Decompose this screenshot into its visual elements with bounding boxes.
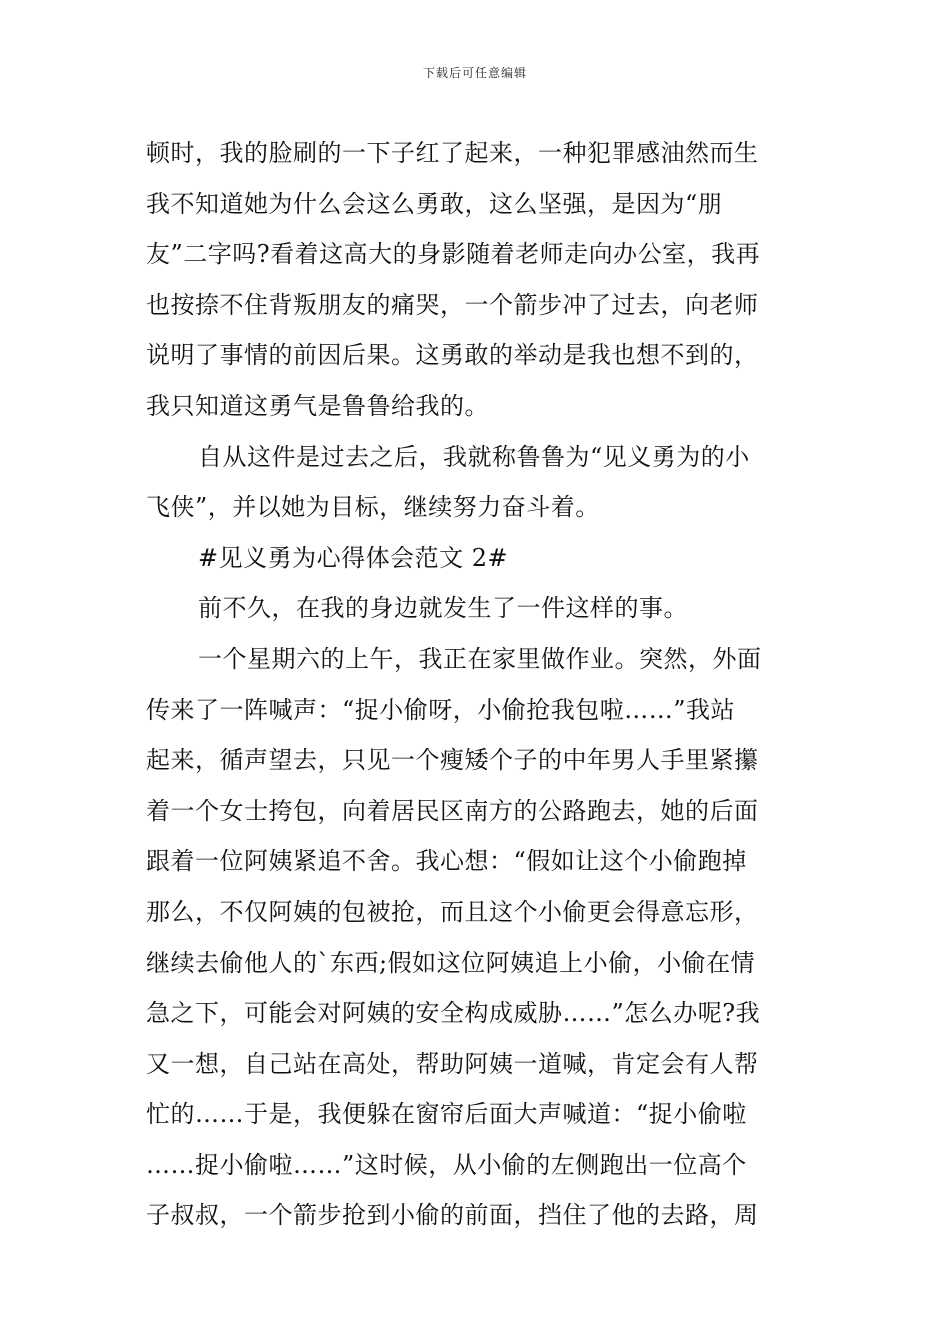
page-header: 下载后可任意编辑: [422, 66, 527, 80]
text-line: 说明了事情的前因后果。这勇敢的举动是我也想不到的，: [146, 341, 759, 370]
text-line: 急之下，可能会对阿姨的安全构成威胁……”怎么办呢?我: [146, 999, 761, 1028]
text-line: 传来了一阵喊声：“捉小偷呀，小偷抢我包啦……”我站: [146, 695, 736, 724]
text-line: 也按捺不住背叛朋友的痛哭，一个箭步冲了过去，向老师: [146, 290, 759, 319]
text-line: 又一想，自己站在高处，帮助阿姨一道喊，肯定会有人帮: [146, 1049, 759, 1078]
text-line: 一个星期六的上午，我正在家里做作业。突然，外面: [198, 644, 762, 673]
text-line: 自从这件是过去之后，我就称鲁鲁为“见义勇为的小: [198, 442, 750, 471]
body-text: [146, 128, 814, 1241]
text-line: 前不久，在我的身边就发生了一件这样的事。: [198, 594, 688, 623]
text-line: 着一个女士挎包，向着居民区南方的公路跑去，她的后面: [146, 796, 759, 825]
text-line: 起来，循声望去，只见一个瘦矮个子的中年男人手里紧攥: [146, 746, 759, 775]
text-line: 忙的……于是，我便躲在窗帘后面大声喊道：“捉小偷啦: [146, 1100, 747, 1129]
text-line: 那么，不仅阿姨的包被抢，而且这个小偷更会得意忘形，: [146, 897, 759, 926]
text-line: 继续去偷他人的`东西;假如这位阿姨追上小偷，小偷在情: [146, 948, 756, 977]
text-line: 我不知道她为什么会这么勇敢，这么坚强，是因为“朋: [146, 189, 723, 218]
text-line: 跟着一位阿姨紧追不舍。我心想：“假如让这个小偷跑掉: [146, 847, 747, 876]
text-line: 飞侠”，并以她为目标，继续努力奋斗着。: [146, 493, 600, 522]
text-line: 顿时，我的脸刷的一下子红了起来，一种犯罪感油然而生: [146, 139, 759, 167]
text-line: 子叔叔，一个箭步抢到小偷的前面，挡住了他的去路，周: [146, 1201, 759, 1230]
section-heading: #见义勇为心得体会范文 2#: [198, 543, 509, 572]
text-line: ……捉小偷啦……”这时候，从小偷的左侧跑出一位高个: [146, 1150, 747, 1179]
text-line: 我只知道这勇气是鲁鲁给我的。: [146, 391, 489, 420]
text-line: 友”二字吗?看着这高大的身影随着老师走向办公室，我再: [146, 240, 761, 269]
